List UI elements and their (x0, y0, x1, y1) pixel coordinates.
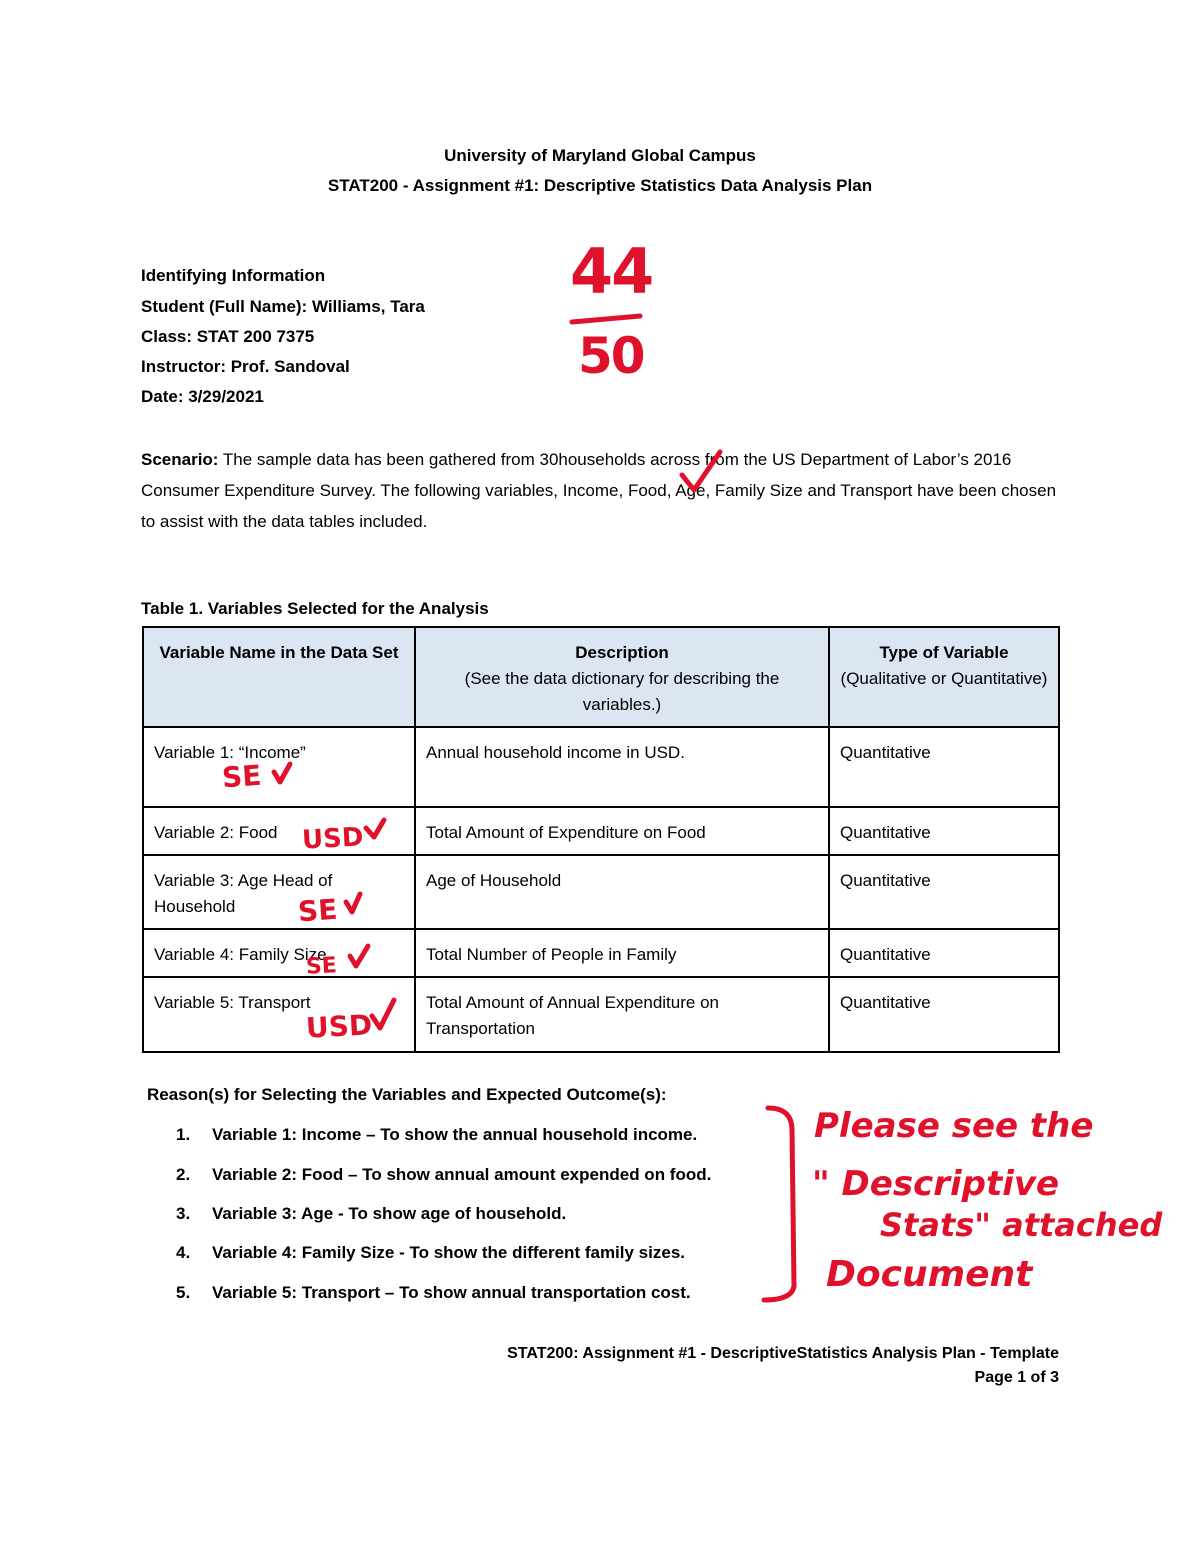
reasons-heading: Reason(s) for Selecting the Variables and Expected Outcome(s): (147, 1085, 667, 1104)
scenario-label: Scenario: (141, 450, 219, 469)
row5-name: Variable 5: Transport (143, 977, 415, 1052)
footer-title: STAT200: Assignment #1 - DescriptiveStatistics Analysis Plan - Template (507, 1345, 1059, 1362)
list-item: 4. Variable 4: Family Size - To show the different family sizes. (176, 1243, 685, 1262)
comment-line2: " Descriptive (812, 1164, 1060, 1204)
annotation-row2: USD (301, 822, 365, 856)
grade-score: 44 (570, 235, 653, 308)
class-info: Class: STAT 200 7375 (141, 327, 315, 346)
header-type: Type of Variable (Qualitative or Quantitative) (829, 627, 1059, 727)
list-item: 1. Variable 1: Income – To show the annual household income. (176, 1125, 698, 1144)
instructor-info: Instructor: Prof. Sandoval (141, 357, 350, 376)
annotation-row4: SE (305, 953, 338, 980)
comment-line4: Document (826, 1254, 1033, 1295)
header-variable-name: Variable Name in the Data Set (143, 627, 415, 727)
row1-name: Variable 1: “Income” (143, 727, 415, 807)
bracket-icon (764, 1108, 794, 1300)
row3-type: Quantitative (829, 855, 1059, 929)
check-icon (372, 1000, 394, 1028)
page-number: Page 1 of 3 (974, 1369, 1059, 1386)
check-icon (350, 946, 368, 966)
annotation-row3: SE (296, 892, 339, 929)
footer (507, 1342, 1059, 1390)
header-type-sub: (Qualitative or Quantitative) (840, 669, 1048, 688)
annotation-row5: USD (305, 1008, 373, 1045)
list-item: 2. Variable 2: Food – To show annual amount expended on food. (176, 1165, 712, 1184)
row4-description: Total Number of People in Family (415, 929, 829, 977)
row3-description: Age of Household (415, 855, 829, 929)
scenario-text: The sample data has been gathered from 30households across from the US Department of Labor’s 2016 Consumer Expenditure Survey. The following variables, Income, Food, Age, Family Size and Transport have been chosen to assist with the data tables included. (141, 450, 1057, 531)
comment-line3: Stats" attached (880, 1206, 1163, 1244)
comment-line1: Please see the (814, 1106, 1094, 1146)
row1-description: Annual household income in USD. (415, 727, 829, 807)
student-name: Student (Full Name): Williams, Tara (141, 297, 425, 316)
scenario-check-icon (682, 452, 720, 490)
row2-name: Variable 2: Food (143, 807, 415, 855)
date-info: Date: 3/29/2021 (141, 387, 264, 406)
header-description: Description (See the data dictionary for describing the variables.) (415, 627, 829, 727)
university-title: University of Maryland Global Campus (444, 146, 756, 165)
row5-description: Total Amount of Annual Expenditure on Transportation (415, 977, 829, 1052)
list-item: 3. Variable 3: Age - To show age of household. (176, 1204, 567, 1223)
annotation-row1: SE (220, 758, 263, 795)
row2-type: Quantitative (829, 807, 1059, 855)
check-icon (366, 820, 384, 837)
identifying-heading: Identifying Information (141, 266, 326, 285)
row5-type: Quantitative (829, 977, 1059, 1052)
row1-type: Quantitative (829, 727, 1059, 807)
grade-total: 50 (578, 327, 644, 385)
row4-name: Variable 4: Family Size (143, 929, 415, 977)
check-icon (346, 894, 360, 912)
check-icon (274, 764, 290, 782)
row3-name: Variable 3: Age Head of Household (143, 855, 415, 929)
row2-description: Total Amount of Expenditure on Food (415, 807, 829, 855)
fraction-bar (572, 316, 640, 322)
header-description-sub: (See the data dictionary for describing the variables.) (464, 669, 780, 714)
list-item: 5. Variable 5: Transport – To show annual transportation cost. (176, 1283, 691, 1302)
row4-type: Quantitative (829, 929, 1059, 977)
table-caption: Table 1. Variables Selected for the Analysis (141, 599, 489, 618)
assignment-title: STAT200 - Assignment #1: Descriptive Statistics Data Analysis Plan (327, 176, 873, 195)
